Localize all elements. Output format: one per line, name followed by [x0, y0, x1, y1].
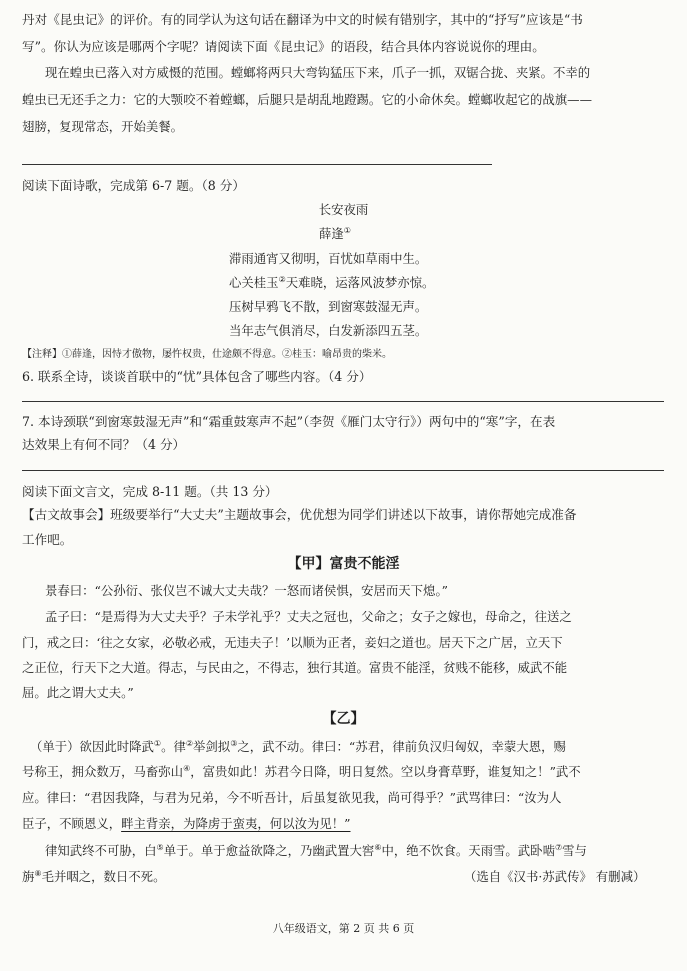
- passage-jia-title: 【甲】富贵不能淫: [287, 556, 400, 572]
- underlined-sentence: 畔主背亲，为降虏于蛮夷，何以汝为见！”: [121, 816, 351, 831]
- passage-line-2: 写”。你认为应该是哪两个字呢？请阅读下面《昆虫记》的语段，结合具体内容说说你的理由。: [22, 39, 545, 54]
- yi-line-1: （单于）欲因此时降武①。律②举剑拟③之，武不动。律曰：“苏君，律前负汉归匈奴，幸蒙大恩，赐: [30, 738, 566, 754]
- jia-line-3: 门，戒之曰：‘往之女家，必敬必戒，无违夫子！’以顺为正者，妾妇之道也。居天下之广居，立天下: [22, 635, 563, 650]
- poem-title: 长安夜雨: [318, 202, 369, 217]
- excerpt-line-2: 蝗虫已无还手之力：它的大颚咬不着螳螂，后腿只是胡乱地蹬踢。它的小命休矣。螳螂收起它的战旗——: [22, 92, 592, 107]
- poem-line-1: 滞雨通宵又彻明，百忧如草雨中生。: [229, 251, 428, 266]
- answer-line-6: [22, 401, 664, 402]
- question-7-line-2: 达效果上有何不同？（4 分）: [22, 437, 186, 452]
- yi-line-2: 号称王，拥众数万，马畜弥山④，富贵如此！苏君今日降，明日复然。空以身膏草野，谁复知之！”武不: [22, 763, 581, 779]
- story-club-intro-2: 工作吧。: [22, 532, 73, 547]
- jia-line-1: 景春曰：“公孙衍、张仪岂不诚大丈夫哉？一怒而诸侯惧，安居而天下熄。”: [45, 583, 448, 598]
- jia-line-2: 孟子曰：“是焉得为大丈夫乎？子未学礼乎？丈夫之冠也，父命之；女子之嫁也，母命之，往送之: [45, 609, 572, 624]
- yi-source: （选自《汉书·苏武传》 有删减）: [464, 869, 646, 884]
- poem-line-4: 当年志气俱消尽，白发新添四五茎。: [229, 323, 428, 338]
- poem-instruction: 阅读下面诗歌，完成第 6-7 题。（8 分）: [22, 178, 245, 193]
- excerpt-line-1: 现在蝗虫已落入对方威慑的范围。螳螂将两只大弯钩猛压下来，爪子一抓，双锯合拢、夹紧。不幸的: [45, 65, 591, 80]
- jia-line-5: 屈。此之谓大丈夫。”: [22, 685, 134, 700]
- question-6: 6. 联系全诗，谈谈首联中的“忧”具体包含了哪些内容。（4 分）: [22, 369, 372, 384]
- divider-1: [22, 164, 492, 165]
- question-7-line-1: 7. 本诗颈联“到窗寒鼓湿无声”和“霜重鼓寒声不起”（李贺《雁门太守行》）两句中的“寒”字，在表: [22, 414, 556, 429]
- poem-author: 薛逢①: [319, 225, 351, 241]
- passage-line-1: 丹对《昆虫记》的评价。有的同学认为这句话在翻译为中文的时候有错别字，其中的“抒写”应该是“书: [22, 12, 583, 27]
- yi-line-5: 律知武终不可胁，白⑤单于。单于愈益欲降之，乃幽武置大窖⑥中，绝不饮食。天雨雪。武卧啮⑦雪与: [45, 842, 587, 858]
- excerpt-line-3: 翅膀，复现常态，开始美餐。: [22, 119, 184, 134]
- classical-instruction: 阅读下面文言文，完成 8-11 题。（共 13 分）: [22, 484, 278, 499]
- yi-line-4: 臣子，不顾恩义，畔主背亲，为降虏于蛮夷，何以汝为见！”: [22, 816, 351, 831]
- yi-line-6: 旃⑧毛并咽之，数日不死。: [22, 868, 166, 884]
- poem-line-3: 压树早鸦飞不散，到窗寒鼓湿无声。: [229, 299, 428, 314]
- poem-line-2: 心关桂玉②天难晓，运落风波梦亦惊。: [229, 274, 435, 290]
- story-club-intro: 【古文故事会】班级要举行“大丈夫”主题故事会，优优想为同学们讲述以下故事，请你帮她完成准备: [22, 507, 577, 522]
- answer-line-7: [22, 470, 664, 471]
- jia-line-4: 之正位，行天下之大道。得志，与民由之，不得志，独行其道。富贵不能淫，贫贱不能移，威武不能: [22, 660, 568, 675]
- poem-notes: 【注释】①薛逢，因恃才傲物，屡忤权贵，仕途颇不得意。②桂玉：喻昂贵的柴米。: [22, 349, 392, 360]
- page-footer: 八年级语文，第 2 页 共 6 页: [272, 922, 415, 935]
- passage-yi-title: 【乙】: [322, 711, 365, 727]
- yi-line-3: 应。律曰：“君因我降，与君为兄弟，今不听吾计，后虽复欲见我，尚可得乎？”武骂律曰：“汝为人: [22, 790, 562, 805]
